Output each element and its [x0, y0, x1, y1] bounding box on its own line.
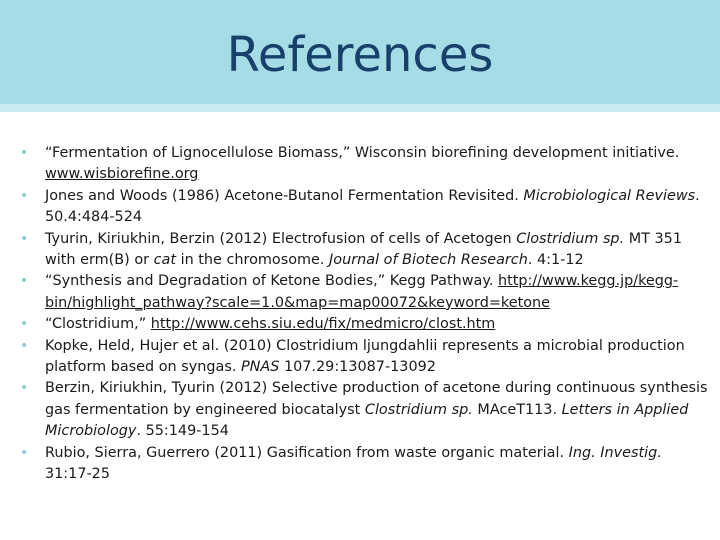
- reference-text: Rubio, Sierra, Guerrero (2011) Gasification from waste organic material.: [45, 444, 569, 461]
- reference-text: Berzin, Kiriukhin, Tyurin (2012) Selective production of acetone during continuous synthesis gas fermentation by engineered biocatalyst: [45, 380, 708, 418]
- reference-text: . 50.4:484-524: [45, 187, 700, 226]
- reference-italic-text: Clostridium sp.: [364, 401, 473, 418]
- reference-text: Jones and Woods (1986) Acetone-Butanol Fermentation Revisited.: [45, 187, 524, 204]
- reference-text: Tyurin, Kiriukhin, Berzin (2012) Electrofusion of cells of Acetogen: [45, 230, 517, 247]
- reference-item: [20, 143, 710, 186]
- reference-item: [20, 314, 710, 335]
- reference-item: [20, 186, 710, 229]
- reference-text: 31:17-25: [45, 466, 110, 483]
- reference-italic-text: Letters in Applied Microbiology: [45, 401, 689, 440]
- reference-italic-text: Clostridium sp.: [516, 230, 625, 247]
- reference-text: MT 351 with erm(B) or: [45, 230, 682, 269]
- reference-item: [20, 229, 710, 272]
- reference-text: MAceT113.: [472, 401, 562, 418]
- reference-text: “Clostridium,”: [45, 316, 151, 333]
- reference-link[interactable]: www.wisbiorefine.org: [45, 166, 199, 183]
- bullet-icon: •: [20, 316, 29, 333]
- reference-text: Kopke, Held, Hujer et al. (2010) Clostridium ljungdahlii represents a microbial production platform based on syngas.: [45, 337, 685, 376]
- reference-text: “Synthesis and Degradation of Ketone Bodies,” Kegg Pathway.: [45, 273, 498, 290]
- reference-text: . 4:1-12: [527, 252, 584, 269]
- bullet-icon: •: [20, 337, 29, 354]
- reference-item: [20, 336, 710, 379]
- reference-italic-text: cat: [153, 252, 176, 269]
- reference-text: . 55:149-154: [136, 423, 229, 440]
- reference-italic-text: PNAS: [240, 359, 280, 376]
- reference-item: [20, 378, 710, 442]
- reference-link[interactable]: http://www.cehs.siu.edu/fix/medmicro/clost.htm: [150, 316, 496, 333]
- reference-link[interactable]: http://www.kegg.jp/kegg-bin/highlight_pathway?scale=1.0&map=map00072&keyword=ketone: [45, 273, 679, 311]
- reference-italic-text: Ing. Investig.: [568, 444, 662, 461]
- reference-item: [20, 443, 710, 486]
- bullet-icon: •: [20, 444, 29, 461]
- bullet-icon: •: [20, 145, 29, 161]
- reference-text: in the chromosome.: [176, 252, 330, 269]
- reference-item: [20, 271, 710, 314]
- bullet-icon: •: [20, 273, 29, 290]
- reference-italic-text: Microbiological Reviews: [523, 187, 696, 204]
- reference-text: 107.29:13087-13092: [279, 359, 436, 376]
- bullet-icon: •: [20, 230, 29, 247]
- reference-italic-text: Journal of Biotech Research: [329, 252, 528, 269]
- slide-title: References: [226, 27, 494, 83]
- reference-text: “Fermentation of Lignocellulose Biomass,” Wisconsin biorefining development initiative.: [45, 145, 680, 161]
- reference-list: [20, 143, 710, 486]
- header-divider: [0, 104, 720, 112]
- bullet-icon: •: [20, 380, 29, 397]
- bullet-icon: •: [20, 187, 29, 204]
